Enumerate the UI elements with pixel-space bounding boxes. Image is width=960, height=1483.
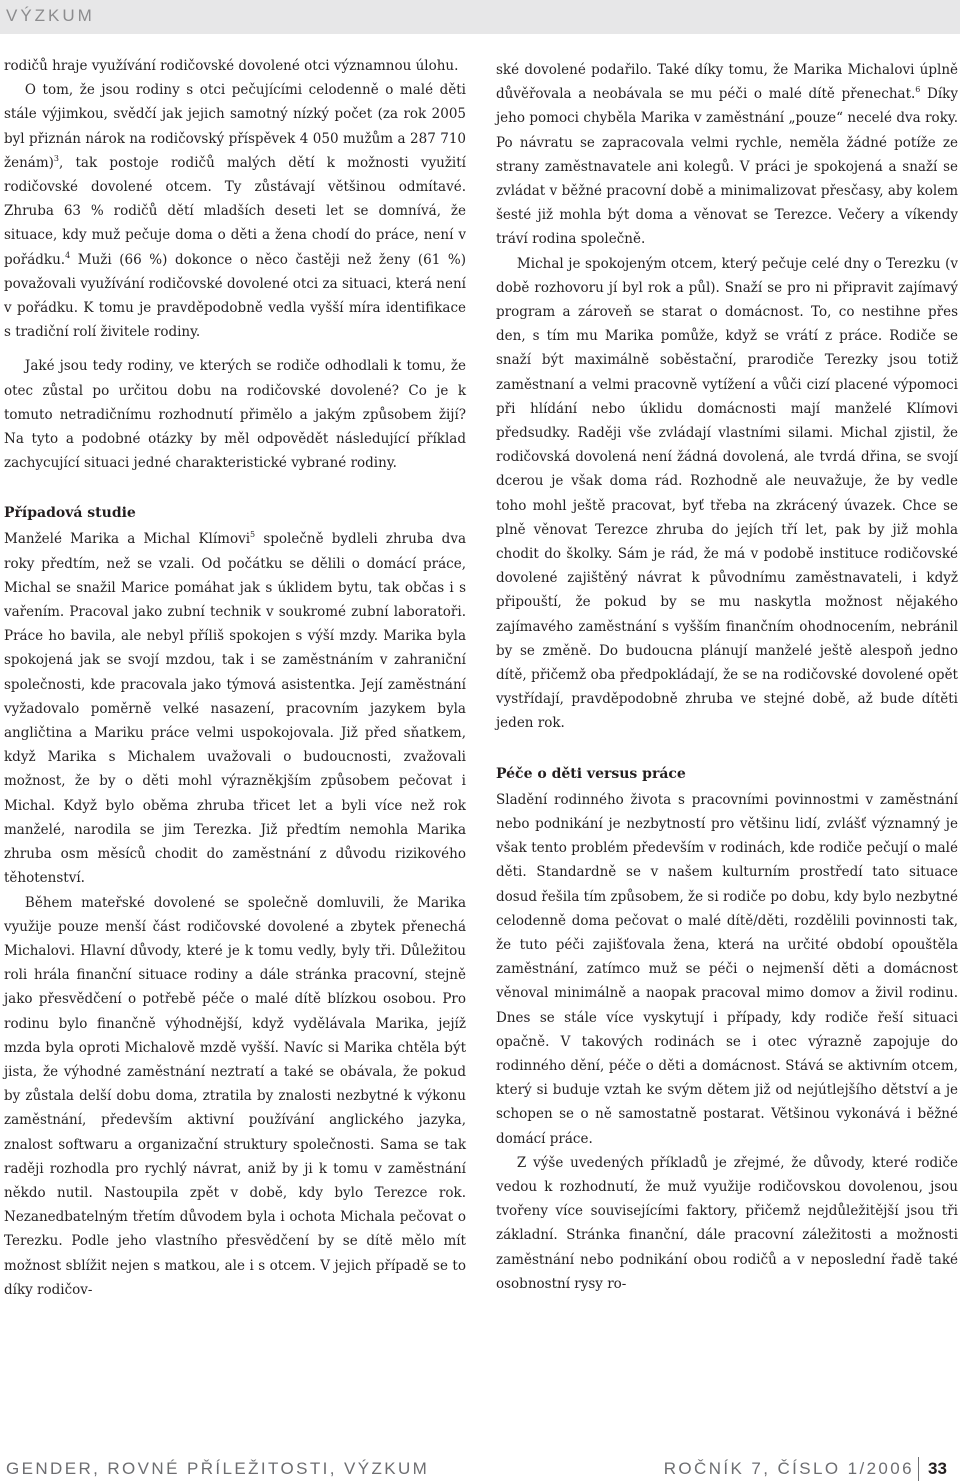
section-heading: Péče o děti versus práce <box>496 765 686 782</box>
paragraph-text: ské dovolené podařilo. Také díky tomu, že Marika Michalovi úplně důvěřovala a neobávala se mu péči o malé dítě přenechat. <box>496 62 958 103</box>
section-label: VÝZKUM <box>6 6 95 25</box>
paragraph <box>4 78 466 344</box>
issue-info: ROČNÍK 7, ČÍSLO 1/2006 <box>663 1459 914 1478</box>
page-number: 33 <box>928 1459 947 1478</box>
paragraph <box>4 527 466 890</box>
paragraph-text: společně bydleli zhruba dva roky předtím, než se vzali. Od počátku se dělili o domácí práce, Michal se snažil Marice pomáhat jak s úklidem bytu, tak občas i s vařením. Pracoval jako zubní technik v soukromé zubní laboratoři. Práce ho bavila, ale nebyl příliš spokojen s výší mzdy. Marika byla spokojená jak se svojí mzdou, tak i se zaměstnáním v zahraniční společnosti, kde pracovala jako týmová asistentka. Její zaměstnání vyžadovalo poměrně velké nasazení, pracovním jazykem byla angličtina a Mariku práce velmi uspokojovala. Již před sňatkem, když Marika s Michalem uvažovali o budoucnosti, zvažovali možnost, že by o děti mohl výrazněkjším způsobem pečovat i Michal. Když bylo oběma zhruba třicet let a byli více než rok manželé, narodila se jim Terezka. Již předtím nemohla Marika zhruba osm měsíců chodit do zaměstnání z důvodu rizikového těhotenství. <box>4 531 466 887</box>
footnote-ref: 5 <box>250 530 256 540</box>
section-header-band <box>0 0 960 34</box>
footnote-ref: 3 <box>53 153 60 163</box>
section-heading: Případová studie <box>4 505 136 522</box>
footer-divider <box>918 1457 919 1481</box>
paragraph <box>4 54 466 78</box>
paragraph-text: Díky jeho pomoci chyběla Marika v zaměstnání „pouze“ necelé dva roky. Po návratu se zapracovala velmi rychle, neměla žádné potíže ze strany zaměstnavatele ani kolegů. V práci je spokojená a snaží se zvládat v běžné pracovní době a minimalizovat přesčasy, aby kolem šesté již mohla být doma a věnovat se Terezce. Večery a víkendy tráví rodina společně. <box>496 86 958 248</box>
paragraph-text: O tom, že jsou rodiny s otci pečujícími celodenně o malé děti stále výjimkou, svědčí jak jejich samotný nízký počet (za rok 2005 byl přiznán nárok na rodičovský příspěvek 4 050 mužům a 287 710 ženám) <box>4 82 466 171</box>
left-column <box>4 54 466 1302</box>
paragraph-text: Muži (66 %) dokonce o něco častěji než ženy (61 %) považovali využívání rodičovské dovolené otci za situaci, která není v pořádku. K tomu je pravděpodobně vedla vyšší míra identifikace s tradiční rolí živitele rodiny. <box>4 251 466 341</box>
footnote-ref: 6 <box>915 85 921 95</box>
paragraph-text: rodičů hraje využívání rodičovské dovolené otci významnou úlohu. <box>4 58 459 74</box>
paragraph <box>496 58 958 252</box>
right-column <box>496 58 958 1296</box>
page-footer <box>0 1455 960 1483</box>
paragraph: Michal je spokojeným otcem, který pečuje celé dny o Terezku (v době rozhovoru jí byl rok a půl). Snaží se pro ni připravit zajímavý program a zároveň se starat o domácnost. To, co nestihne přes den, s tím mu Marika pomůže, když se vrátí z práce. Rodiče se snaží být maximálně soběstační, prarodiče Terezky jsou totiž zaměstnaní a velmi pracovně vytížení a vůči cizí placené výpomoci při hlídání nebo úklidu domácnosti mají manželé Klímovi předsudky. Raději vše zvládají vlastními silami. Michal zjistil, že rodičovská dovolená není žádná dovolená, ale tvrdá dřina, se svojí dcerou je však doma rád. Rozhodně ale neuvažuje, že by vedle toho mohl ještě pracovat, byť třeba na zkrácený úvazek. Chce se plně věnovat Terezce zhruba do jejích tří let, pak by již mohla chodit do školky. Sám je rád, že má v podobě instituce rodičovské dovolené zajištěný návrat k původnímu zaměstnavateli, i když připouští, že pokud by se mu naskytla možnost nějakého zajímavého zaměstnání s vyšším finančním ohodnocením, nebránil by se změně. Do budoucna plánují manželé ještě alespoň jedno dítě, přičemž oba předpokládají, že se na rodičovské dovolené opět vystřídají, pravděpodobně zhruba ve stejné době, až bude dítěti jeden rok. <box>496 255 958 732</box>
paragraph-text: , tak postoje rodičů malých dětí k možnosti využití rodičovské dovolené otcem. Ty zůstávají většinou odmítavé. Zhruba 63 % rodičů dětí mladších deseti let se domnívá, že situace, kdy muž pečuje doma o děti a žena chodí do práce, není v pořádku. <box>4 154 466 268</box>
paragraph: Jaké jsou tedy rodiny, ve kterých se rodiče odhodlali k tomu, že otec zůstal po určitou dobu na rodičovské dovolené? Co je k tomuto netradičnímu rozhodnutí přimělo a jakým způsobem žijí? Na tyto a podobné otázky by měl odpovědět následující příklad zachycující situaci jedné charakteristické vybrané rodiny. <box>4 358 466 472</box>
paragraph: Během mateřské dovolené se společně domluvili, že Marika využije pouze menší část rodičovské dovolené a zbytek přenechá Michalovi. Hlavní důvody, které je k tomu vedly, byly tři. Důležitou roli hrála finanční situace rodiny a dále stránka pracovní, stejně jako přesvědčení o potřebě péče o malé dítě blízkou osobou. Pro rodinu bylo finančně výhodnější, když vydělávala Marika, jejíž mzda byla oproti Michalově mzdě vyšší. Navíc si Marika chtěla být jista, že výhodné zaměstnání neztratí a také se obávala, že pokud by zůstala delší dobu doma, ztratila by znalosti nezbytné k výkonu zaměstnání, především aktivní používání anglického jazyka, znalost softwaru a organizační struktury společnosti. Sama se tak raději rozhodla pro rychlý návrat, aniž by ji k tomu v zaměstnání někdo nutil. Nastoupila zpět v době, kdy bylo Terezce rok. Nezanedbatelným třetím důvodem byla i ochota Michala pečovat o Terezku. Podle jeho vlastního přesvědčení by se dítě mělo mít možnost sblížit nejen s matkou, ale i s otcem. V jejich případě se to díky rodičov- <box>4 894 466 1298</box>
paragraph-text: Manželé Marika a Michal Klímovi <box>4 531 251 548</box>
paragraph: Sladění rodinného života s pracovními povinnostmi v zaměstnání nebo podnikání je nezbytností pro většinu lidí, zvlášť významný je však tento problém především v rodinách, kde rodiče pečují o malé děti. Standardně se v našem kulturním prostředí tato situace dosud řešila tím způsobem, že si rodiče po dobu, kdy bylo nezbytné celodenně doma pečovat o malé dítě/děti, rozdělili povinnosti tak, že tuto péči zajišťovala žena, která na určité období opouštěla zaměstnání, zatímco muž se péči o nejmenší děti a domácnost věnoval minimálně a naopak pracoval mimo domov a živil rodinu. Dnes se stále více vyskytují i případy, kdy rodiče řeší situaci opačně. V takových rodinách se i otec výrazně zapojuje do rodinného dění, péče o děti a domácnost. Stává se aktivním otcem, který si buduje vztah ke svým dětem již od nejútlejšího dětství a je schopen se o ně samostatně postarat. Většinou vykonává i běžné domácí práce. <box>496 791 959 1147</box>
paragraph: Z výše uvedených příkladů je zřejmé, že důvody, které rodiče vedou k rozhodnutí, že muž využije rodičovskou dovolenou, jsou tvořeny více souvisejícími faktory, přičemž nejdůležitější jsou tři základní. Stránka finanční, dále pracovní záležitosti a možnosti zaměstnání nebo podnikání obou rodičů a v neposlední řadě také osobnostní rysy ro- <box>496 1154 958 1292</box>
journal-title: GENDER, ROVNÉ PŘÍLEŽITOSTI, VÝZKUM <box>6 1459 430 1478</box>
footnote-ref: 4 <box>65 250 71 260</box>
